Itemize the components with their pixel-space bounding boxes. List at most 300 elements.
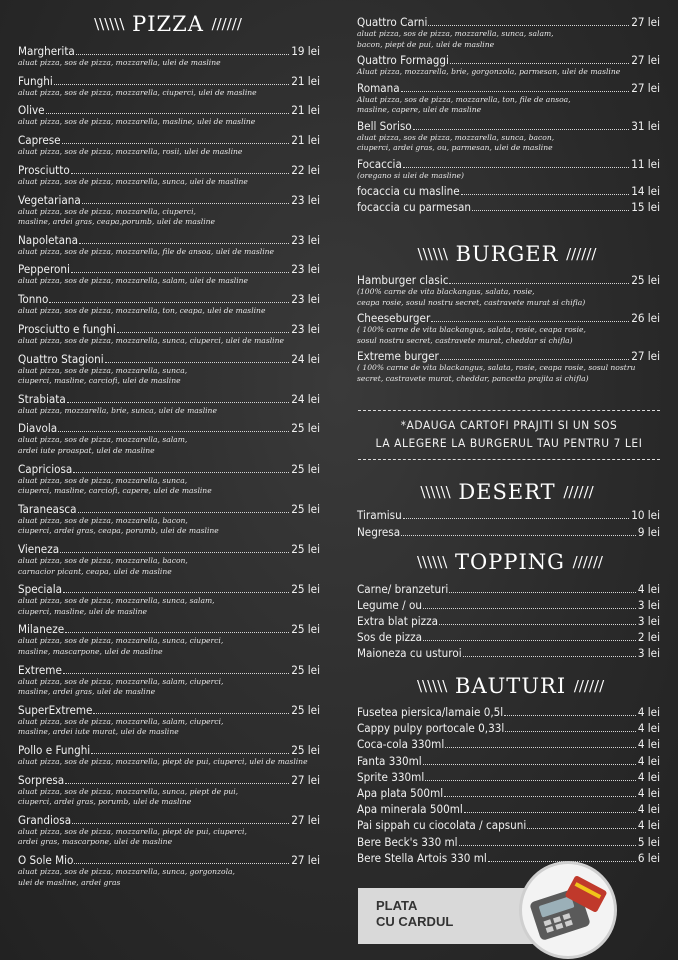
dotted-leader bbox=[504, 715, 636, 716]
menu-item bbox=[18, 813, 320, 848]
dotted-leader bbox=[423, 640, 636, 641]
menu-item bbox=[357, 630, 660, 644]
menu-item-row bbox=[18, 262, 320, 276]
menu-item-name: Quattro Formaggi bbox=[357, 53, 449, 67]
topping-heading bbox=[417, 550, 603, 574]
menu-item-name: Prosciutto bbox=[18, 162, 70, 177]
menu-item-name: focaccia cu parmesan bbox=[357, 199, 472, 214]
menu-item-row bbox=[357, 646, 660, 660]
burger-note-line: LA ALEGERE LA BURGERUL TAU PENTRU 7 LEI bbox=[375, 436, 643, 450]
menu-item-name: Caprese bbox=[18, 133, 61, 148]
dotted-leader bbox=[459, 845, 636, 846]
menu-item-row bbox=[18, 322, 320, 336]
menu-item-description: ciuperci, ardei gras, ceapa, porumb, ulei de masline bbox=[18, 526, 219, 536]
dotted-leader bbox=[444, 796, 636, 797]
menu-item-description: aluat pizza, sos de pizza, mozzarella, ulei de masline bbox=[18, 58, 221, 67]
menu-item-row bbox=[18, 663, 320, 677]
menu-item-name: Grandiosa bbox=[18, 812, 72, 827]
dotted-leader bbox=[46, 113, 290, 114]
menu-item-name: Pepperoni bbox=[18, 262, 70, 277]
menu-item-price: 4 lei bbox=[637, 582, 660, 596]
dotted-leader bbox=[78, 512, 290, 513]
dotted-leader bbox=[449, 592, 636, 593]
dotted-leader bbox=[62, 143, 290, 144]
dotted-leader bbox=[49, 302, 289, 303]
menu-item-name: Negresa bbox=[357, 524, 401, 539]
menu-item-description: ceapa rosie, sosul nostru secret, castravete murat si chifla) bbox=[357, 297, 586, 307]
menu-item-row bbox=[357, 851, 660, 865]
menu-item-name: Capriciosa bbox=[18, 461, 73, 476]
dotted-leader bbox=[58, 431, 289, 432]
menu-item-row bbox=[357, 770, 660, 784]
menu-item bbox=[357, 15, 660, 50]
card-terminal-illustration bbox=[522, 864, 614, 956]
menu-item-description: aluat pizza, sos de pizza, mozzarella, rosii, ulei de masline bbox=[18, 147, 243, 157]
menu-item-price: 24 lei bbox=[291, 351, 320, 366]
menu-item-row bbox=[18, 233, 320, 247]
menu-item-price: 27 lei bbox=[631, 349, 660, 363]
menu-item bbox=[18, 392, 320, 417]
menu-item-price: 21 lei bbox=[291, 103, 320, 118]
menu-item bbox=[18, 421, 320, 456]
menu-item-name: Diavola bbox=[18, 421, 58, 436]
dotted-leader bbox=[449, 283, 629, 284]
menu-item bbox=[357, 786, 660, 800]
menu-item-row bbox=[357, 349, 660, 363]
menu-item-price: 25 lei bbox=[291, 421, 320, 436]
menu-item-row bbox=[357, 737, 660, 751]
menu-item bbox=[357, 614, 660, 628]
menu-item-description: ardei gras, mascarpone, ulei de masline bbox=[18, 837, 173, 847]
menu-item bbox=[18, 133, 320, 158]
menu-item-name: Romana bbox=[357, 80, 400, 95]
chalk-stripes-left: \\\\\\ bbox=[417, 553, 448, 571]
menu-item bbox=[357, 818, 660, 832]
menu-item bbox=[357, 119, 660, 154]
menu-item-description: Aluat pizza, mozzarella, brie, gorgonzola, parmesan, ulei de masline bbox=[357, 67, 621, 76]
menu-item-price: 23 lei bbox=[291, 192, 320, 207]
dotted-leader bbox=[71, 173, 289, 174]
pizza-heading bbox=[78, 12, 258, 36]
menu-item-row bbox=[357, 630, 660, 644]
menu-item-name: Carne/ branzeturi bbox=[357, 582, 449, 596]
dotted-leader bbox=[63, 592, 289, 593]
menu-item-description: aluat pizza, sos de pizza, mozzarella, ciuperci, ulei de masline bbox=[18, 87, 257, 97]
menu-item-price: 23 lei bbox=[291, 321, 320, 336]
menu-item-row bbox=[18, 193, 320, 207]
menu-item-description: aluat pizza, sos de pizza, mozzarella, sunca, ulei de masline bbox=[18, 176, 248, 186]
dotted-leader bbox=[505, 731, 636, 732]
menu-item-description: carnacior picant, ceapa, ulei de masline bbox=[18, 566, 172, 576]
menu-item-description: aluat pizza, sos de pizza, mozzarella, sunca, salam, bbox=[18, 596, 215, 606]
menu-item bbox=[18, 743, 320, 768]
menu-item-description: masline, ardei iute murat, ulei de masline bbox=[18, 727, 179, 737]
menu-item-row bbox=[357, 614, 660, 628]
menu-item bbox=[18, 773, 320, 808]
menu-item-name: Extreme burger bbox=[357, 349, 439, 363]
menu-item-name: Quattro Carni bbox=[357, 15, 428, 29]
menu-item bbox=[357, 53, 660, 78]
menu-item-name: Prosciutto e funghi bbox=[18, 321, 116, 336]
pizza-heading-text: PIZZA bbox=[132, 12, 204, 36]
dotted-leader bbox=[82, 203, 289, 204]
menu-item bbox=[18, 292, 320, 317]
dotted-leader bbox=[73, 472, 289, 473]
menu-item-row bbox=[357, 598, 660, 612]
menu-item-description: aluat pizza, sos de pizza, mozzarella, sunca, bbox=[18, 475, 188, 485]
dotted-leader bbox=[74, 863, 289, 864]
card-terminal-icon bbox=[522, 864, 614, 956]
menu-item-row bbox=[357, 786, 660, 800]
menu-item bbox=[357, 311, 660, 346]
dotted-leader bbox=[403, 167, 629, 168]
dotted-leader bbox=[463, 656, 636, 657]
menu-item-name: Bere Stella Artois 330 ml bbox=[357, 850, 487, 865]
dotted-leader bbox=[472, 210, 629, 211]
dotted-leader bbox=[401, 91, 630, 92]
menu-item-description: ciuperci, masline, carciofi, ulei de masline bbox=[18, 376, 181, 385]
menu-item-price: 27 lei bbox=[291, 772, 320, 787]
menu-item-description: aluat pizza, sos de pizza, mozzarella, bacon, bbox=[18, 556, 188, 565]
menu-item-description: aluat pizza, sos de pizza, mozzarella, salam, ulei de masline bbox=[18, 276, 249, 286]
menu-item-row bbox=[18, 292, 320, 306]
menu-item-description: ciuperci, ardei gras, ou, parmesan, ulei de masline bbox=[357, 143, 553, 152]
dotted-leader bbox=[413, 129, 630, 130]
menu-item-price: 6 lei bbox=[637, 850, 660, 865]
menu-item-row bbox=[357, 273, 660, 287]
menu-item-name: Focaccia bbox=[357, 156, 402, 171]
menu-item-price: 4 lei bbox=[637, 802, 660, 817]
menu-item-name: Legume / ou bbox=[357, 598, 422, 612]
dotted-leader bbox=[71, 272, 289, 273]
menu-item-name: Vegetariana bbox=[18, 192, 81, 207]
menu-item-description: ciuperci, ardei gras, porumb, ulei de masline bbox=[18, 797, 192, 807]
menu-item bbox=[357, 737, 660, 751]
menu-item bbox=[18, 193, 320, 228]
menu-item bbox=[18, 163, 320, 188]
menu-item-price: 25 lei bbox=[291, 702, 320, 717]
dotted-leader bbox=[91, 753, 289, 754]
menu-item bbox=[357, 200, 660, 214]
menu-item bbox=[18, 582, 320, 617]
menu-item-row bbox=[357, 311, 660, 325]
menu-item-description: (100% carne de vita blackangus, salata, rosie, bbox=[357, 287, 535, 296]
menu-item-description: masline, capere, ulei de masline bbox=[357, 105, 482, 114]
menu-item-name: Vieneza bbox=[18, 542, 60, 556]
burger-note bbox=[358, 416, 660, 452]
menu-item bbox=[357, 349, 660, 384]
menu-item bbox=[357, 525, 660, 539]
menu-item bbox=[357, 802, 660, 816]
menu-item bbox=[18, 233, 320, 258]
card-payment-text bbox=[376, 898, 453, 930]
menu-item-name: Olive bbox=[18, 103, 45, 118]
menu-item bbox=[357, 770, 660, 784]
menu-item-row bbox=[357, 119, 660, 133]
dotted-leader bbox=[105, 362, 290, 363]
menu-item-row bbox=[357, 802, 660, 816]
menu-item-price: 4 lei bbox=[637, 786, 660, 800]
menu-item-row bbox=[357, 200, 660, 214]
menu-item-price: 5 lei bbox=[637, 834, 660, 849]
menu-item-name: Sprite 330ml bbox=[357, 769, 425, 784]
menu-item-price: 21 lei bbox=[291, 73, 320, 88]
dashed-divider bbox=[358, 410, 660, 411]
menu-item-price: 4 lei bbox=[637, 721, 660, 736]
menu-item-name: Sorpresa bbox=[18, 772, 65, 787]
dotted-leader bbox=[65, 632, 289, 633]
dotted-leader bbox=[67, 402, 289, 403]
menu-item-description: ciuperci, masline, ulei de masline bbox=[18, 606, 148, 616]
menu-item-name: Fusetea piersica/lamaie 0,5l bbox=[357, 705, 504, 719]
menu-item-name: Extra blat pizza bbox=[357, 614, 439, 628]
dotted-leader bbox=[431, 321, 629, 322]
menu-item-name: Cheeseburger bbox=[357, 311, 431, 325]
menu-item-price: 4 lei bbox=[637, 737, 660, 752]
menu-item-name: Bere Beck's 330 ml bbox=[357, 834, 458, 849]
menu-item-row bbox=[18, 622, 320, 636]
menu-item-row bbox=[357, 184, 660, 198]
menu-item-description: ulei de masline, ardei gras bbox=[18, 877, 121, 887]
menu-item-name: Cappy pulpy portocale 0,33l bbox=[357, 721, 505, 736]
menu-item-price: 3 lei bbox=[637, 614, 660, 628]
menu-item-row bbox=[18, 462, 320, 476]
chalk-stripes-right: ////// bbox=[566, 245, 597, 263]
dotted-leader bbox=[72, 823, 289, 824]
menu-item-row bbox=[18, 542, 320, 556]
menu-item-description: aluat pizza, sos de pizza, mozzarella, bacon, bbox=[18, 515, 188, 525]
menu-item bbox=[357, 646, 660, 660]
menu-item-name: Tiramisu bbox=[357, 508, 402, 522]
menu-item-row bbox=[357, 157, 660, 171]
menu-item-price: 25 lei bbox=[291, 461, 320, 476]
menu-item-row bbox=[357, 754, 660, 768]
menu-item bbox=[357, 598, 660, 612]
menu-item-name: O Sole Mio bbox=[18, 853, 74, 868]
menu-item-name: Taraneasca bbox=[18, 501, 77, 516]
menu-item-name: Margherita bbox=[18, 44, 75, 58]
dotted-leader bbox=[450, 63, 629, 64]
menu-item-row bbox=[357, 835, 660, 849]
menu-item-row bbox=[18, 103, 320, 117]
menu-item bbox=[357, 273, 660, 308]
desert-heading-text: DESERT bbox=[458, 480, 556, 504]
card-payment-banner bbox=[358, 888, 534, 944]
bauturi-heading-text: BAUTURI bbox=[455, 674, 567, 698]
dotted-leader bbox=[401, 535, 636, 536]
menu-item-description: aluat pizza, sos de pizza, mozzarella, sunca, gorgonzola, bbox=[18, 867, 235, 877]
menu-item-row bbox=[18, 421, 320, 435]
dotted-leader bbox=[54, 84, 289, 85]
menu-item-row bbox=[18, 703, 320, 717]
menu-item bbox=[18, 103, 320, 128]
burger-heading bbox=[417, 242, 597, 266]
menu-item-row bbox=[357, 818, 660, 832]
menu-item-price: 4 lei bbox=[637, 753, 660, 768]
menu-item bbox=[357, 81, 660, 116]
menu-item-row bbox=[18, 352, 320, 366]
menu-item-price: 14 lei bbox=[631, 184, 660, 198]
menu-item-description: masline, mascarpone, ulei de masline bbox=[18, 646, 163, 656]
menu-item-price: 10 lei bbox=[631, 508, 660, 522]
menu-item-description: (oregano si ulei de masline) bbox=[357, 170, 464, 180]
menu-item-name: Maioneza cu usturoi bbox=[357, 646, 462, 660]
menu-item-row bbox=[18, 582, 320, 596]
menu-item-description: aluat pizza, sos de pizza, mozzarella, sunca, salam, bbox=[357, 29, 554, 38]
menu-item-description: ( 100% carne de vita blackangus, salata, rosie, ceapa rosie, sosul nostru bbox=[357, 363, 636, 372]
menu-item-row bbox=[357, 81, 660, 95]
menu-item-name: Bell Soriso bbox=[357, 118, 412, 133]
menu-item bbox=[357, 851, 660, 865]
chalk-stripes-left: \\\\\\ bbox=[417, 677, 448, 695]
menu-item-row bbox=[18, 743, 320, 757]
menu-item-name: Tonno bbox=[18, 292, 49, 307]
menu-item bbox=[357, 184, 660, 198]
menu-item-price: 4 lei bbox=[637, 769, 660, 784]
menu-item-row bbox=[357, 508, 660, 522]
menu-item-price: 9 lei bbox=[637, 524, 660, 539]
menu-item-description: Aluat pizza, sos de pizza, mozzarella, ton, file de ansoa, bbox=[357, 94, 571, 104]
menu-item-row bbox=[357, 721, 660, 735]
menu-item-name: Napoletana bbox=[18, 232, 78, 247]
dotted-leader bbox=[428, 25, 629, 26]
menu-item-description: masline, ardei gras, ceapa,porumb, ulei de masline bbox=[18, 217, 216, 226]
dotted-leader bbox=[527, 828, 636, 829]
menu-item-name: Apa minerala 500ml bbox=[357, 802, 463, 817]
menu-item-name: Apa plata 500ml bbox=[357, 786, 444, 800]
menu-item-row bbox=[357, 15, 660, 29]
menu-item-price: 25 lei bbox=[291, 542, 320, 556]
menu-item-name: Sos de pizza bbox=[357, 630, 422, 644]
menu-item-price: 27 lei bbox=[291, 812, 320, 827]
menu-item-price: 23 lei bbox=[291, 262, 320, 277]
menu-item-row bbox=[357, 525, 660, 539]
menu-item bbox=[18, 262, 320, 287]
menu-item-price: 2 lei bbox=[637, 630, 660, 644]
menu-item bbox=[18, 502, 320, 537]
menu-item-row bbox=[18, 163, 320, 177]
menu-item bbox=[18, 322, 320, 347]
dotted-leader bbox=[464, 812, 636, 813]
menu-item bbox=[18, 622, 320, 657]
card-payment-line: CU CARDUL bbox=[376, 914, 454, 929]
menu-item-description: aluat pizza, sos de pizza, mozzarella, ciuperci, bbox=[18, 206, 196, 216]
menu-item-price: 19 lei bbox=[291, 44, 320, 58]
menu-item-description: aluat pizza, sos de pizza, mozzarella, sunca, piept de pui, bbox=[18, 786, 239, 796]
dotted-leader bbox=[445, 747, 636, 748]
dotted-leader bbox=[117, 332, 289, 333]
menu-item-description: ( 100% carne de vita blackangus, salata, rosie, ceapa rosie, bbox=[357, 325, 586, 334]
menu-item-row bbox=[357, 53, 660, 67]
menu-item-description: aluat pizza, sos de pizza, mozzarella, salam, ciuperci, bbox=[18, 676, 224, 686]
menu-item-description: aluat pizza, sos de pizza, mozzarella, salam, ciuperci, bbox=[18, 716, 224, 726]
menu-item-description: ciuperci, masline, carciofi, capere, ulei de masline bbox=[18, 486, 212, 496]
menu-item bbox=[18, 462, 320, 497]
dotted-leader bbox=[440, 359, 629, 360]
menu-item-description: aluat pizza, sos de pizza, mozzarella, piept de pui, ciuperci, ulei de masline bbox=[18, 757, 308, 766]
menu-item-description: sosul nostru secret, castravete murat, cheddar si chifla) bbox=[357, 335, 573, 345]
menu-item bbox=[357, 508, 660, 522]
menu-item-description: aluat pizza, sos de pizza, mozzarella, sunca, bacon, bbox=[357, 132, 555, 142]
menu-item-price: 25 lei bbox=[291, 582, 320, 597]
menu-item-description: aluat pizza, sos de pizza, mozzarella, sunca, ciuperci, bbox=[18, 636, 224, 646]
menu-item-price: 23 lei bbox=[291, 232, 320, 247]
dotted-leader bbox=[403, 518, 629, 519]
chalk-stripes-right: ////// bbox=[563, 483, 594, 501]
dotted-leader bbox=[65, 783, 289, 784]
menu-item-price: 31 lei bbox=[631, 118, 660, 133]
menu-item-row bbox=[18, 813, 320, 827]
dotted-leader bbox=[79, 243, 289, 244]
menu-item-price: 25 lei bbox=[291, 662, 320, 677]
dashed-divider bbox=[358, 459, 660, 460]
burger-note-line: *ADAUGA CARTOFI PRAJITI SI UN SOS bbox=[400, 418, 618, 432]
menu-item-name: Strabiata bbox=[18, 391, 66, 406]
chalk-stripes-right: ////// bbox=[572, 553, 603, 571]
menu-item-price: 25 lei bbox=[291, 743, 320, 757]
menu-item bbox=[18, 74, 320, 99]
menu-item-price: 25 lei bbox=[291, 501, 320, 516]
topping-heading-text: TOPPING bbox=[455, 550, 565, 574]
menu-item-description: aluat pizza, sos de pizza, mozzarella, salam, bbox=[18, 435, 188, 445]
menu-item-description: aluat pizza, mozzarella, brie, sunca, ulei de masline bbox=[18, 405, 217, 415]
dotted-leader bbox=[425, 780, 636, 781]
menu-item-name: Hamburger clasic bbox=[357, 273, 449, 287]
menu-item-price: 4 lei bbox=[637, 818, 660, 833]
menu-item bbox=[357, 705, 660, 719]
menu-item-price: 27 lei bbox=[291, 853, 320, 868]
menu-item bbox=[357, 157, 660, 182]
menu-item-description: bacon, piept de pui, ulei de masline bbox=[357, 39, 495, 49]
desert-heading bbox=[417, 480, 597, 504]
menu-item-name: Funghi bbox=[18, 73, 53, 88]
menu-item-price: 27 lei bbox=[631, 80, 660, 95]
menu-item-price: 21 lei bbox=[291, 133, 320, 148]
menu-item bbox=[18, 542, 320, 577]
dotted-leader bbox=[63, 673, 289, 674]
dotted-leader bbox=[423, 764, 636, 765]
menu-item-description: aluat pizza, sos de pizza, mozzarella, ton, ceapa, ulei de masline bbox=[18, 306, 266, 316]
menu-item-description: ardei iute proaspat, ulei de masline bbox=[18, 445, 155, 455]
menu-item-row bbox=[18, 74, 320, 88]
menu-item bbox=[18, 352, 320, 387]
menu-item-name: Quattro Stagioni bbox=[18, 351, 104, 366]
menu-item-row bbox=[18, 133, 320, 147]
menu-item-row bbox=[18, 853, 320, 867]
menu-item-name: Pai sippah cu ciocolata / capsuni bbox=[357, 818, 527, 833]
menu-item-price: 27 lei bbox=[631, 53, 660, 67]
dotted-leader bbox=[93, 713, 289, 714]
menu-item-row bbox=[18, 773, 320, 787]
menu-item bbox=[357, 582, 660, 596]
menu-item-description: aluat pizza, sos de pizza, mozzarella, sunca, bbox=[18, 365, 188, 375]
menu-item-price: 27 lei bbox=[631, 15, 660, 29]
menu-item bbox=[18, 703, 320, 738]
menu-item bbox=[18, 663, 320, 698]
chalk-stripes-left: \\\\\\ bbox=[417, 245, 448, 263]
menu-item-price: 26 lei bbox=[631, 311, 660, 325]
dotted-leader bbox=[488, 861, 636, 862]
menu-item-name: SuperExtreme bbox=[18, 702, 93, 717]
dotted-leader bbox=[60, 552, 289, 553]
chalk-stripes-left: \\\\\\ bbox=[420, 483, 451, 501]
menu-item-row bbox=[357, 705, 660, 719]
menu-item-row bbox=[18, 44, 320, 58]
card-payment-line: PLATA bbox=[376, 898, 418, 913]
menu-item bbox=[18, 853, 320, 888]
menu-item-price: 3 lei bbox=[637, 598, 660, 612]
menu-item-description: aluat pizza, sos de pizza, mozzarella, piept de pui, ciuperci, bbox=[18, 826, 247, 836]
